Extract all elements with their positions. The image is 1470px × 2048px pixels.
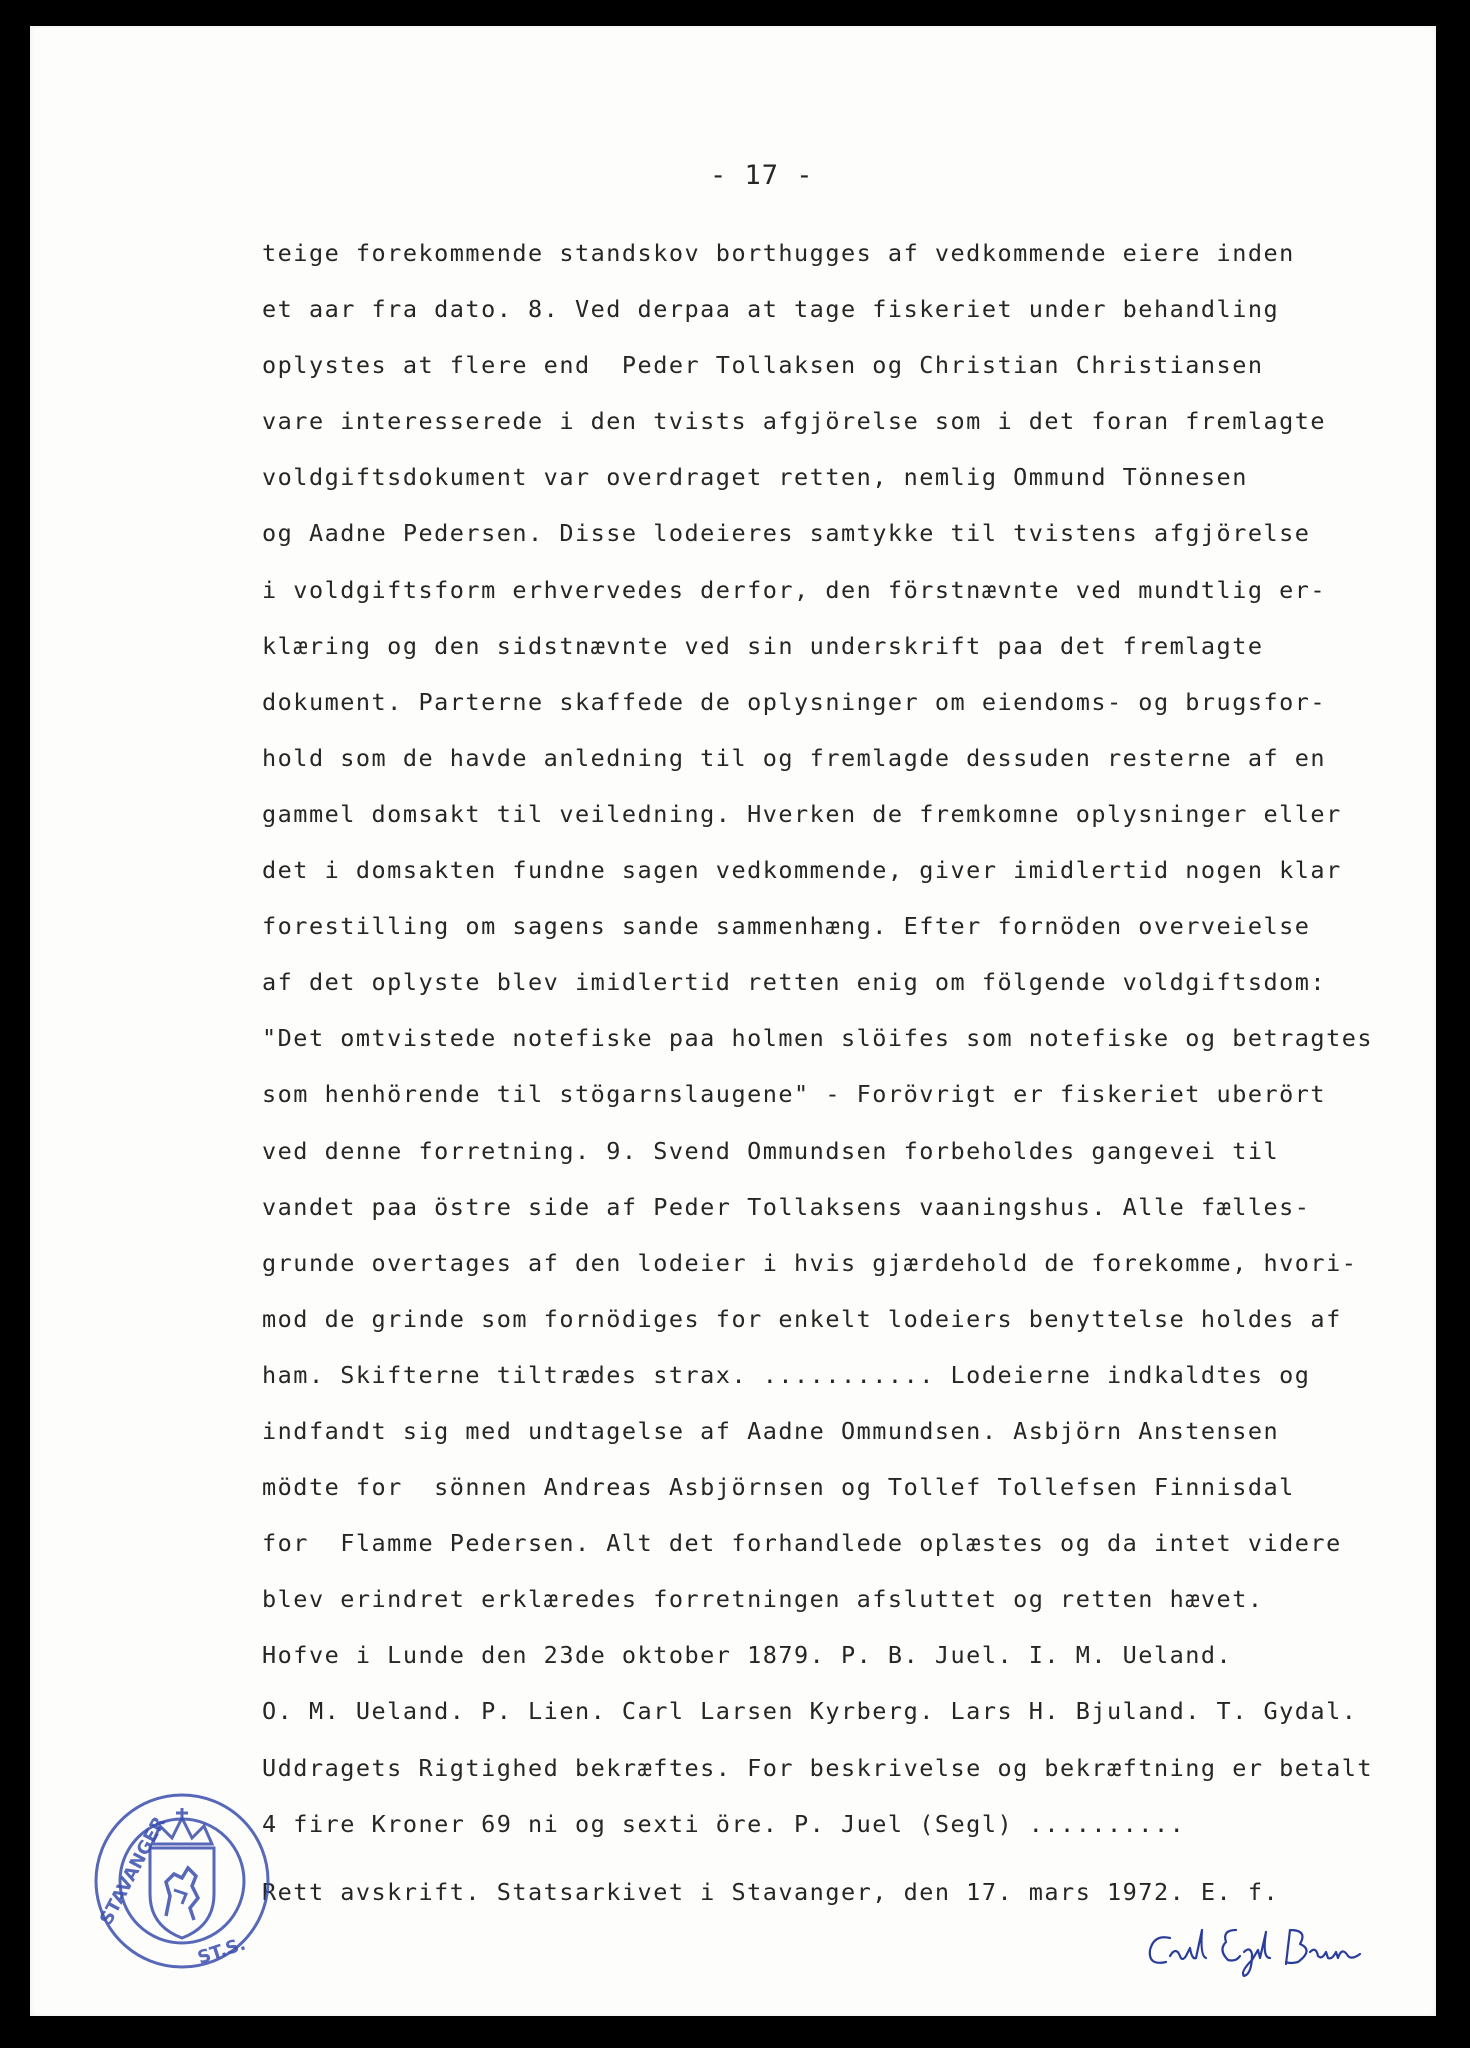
text-line: O. M. Ueland. P. Lien. Carl Larsen Kyrberg. Lars H. Bjuland. T. Gydal.	[262, 1697, 1358, 1726]
svg-text:ST.S.: ST.S.	[195, 1933, 249, 1969]
text-line: og Aadne Pedersen. Disse lodeieres samtykke til tvistens afgjörelse	[262, 519, 1311, 548]
text-line: gammel domsakt til veiledning. Hverken de fremkomne oplysninger eller	[262, 799, 1342, 828]
text-line: mödte for sönnen Andreas Asbjörnsen og Tollef Tollefsen Finnisdal	[262, 1473, 1295, 1502]
text-line: oplystes at flere end Peder Tollaksen og Christian Christiansen	[262, 351, 1264, 380]
text-line: blev erindret erklæredes forretningen afsluttet og retten hævet.	[262, 1585, 1264, 1614]
text-line: af det oplyste blev imidlertid retten enig om fölgende voldgiftsdom:	[262, 968, 1327, 997]
text-line: forestilling om sagens sande sammenhæng. Efter fornöden overveielse	[262, 912, 1311, 941]
archive-stamp	[82, 1786, 282, 1976]
text-line: det i domsakten fundne sagen vedkommende, giver imidlertid nogen klar	[262, 856, 1342, 885]
text-line: Uddragets Rigtighed bekræftes. For beskrivelse og bekræftning er betalt	[262, 1753, 1374, 1782]
document-page	[30, 26, 1436, 2016]
text-line: grunde overtages af den lodeier i hvis gjærdehold de forekomme, hvori-	[262, 1248, 1358, 1277]
text-line: mod de grinde som fornödiges for enkelt lodeiers benyttelse holdes af	[262, 1304, 1342, 1333]
text-line: vandet paa östre side af Peder Tollaksens vaaningshus. Alle fælles-	[262, 1192, 1311, 1221]
text-line: "Det omtvistede notefiske paa holmen slöifes som notefiske og betragtes	[262, 1024, 1374, 1053]
svg-text:STAVANGER: STAVANGER	[95, 1813, 171, 1929]
text-line: et aar fra dato. 8. Ved derpaa at tage fiskeriet under behandling	[262, 295, 1280, 324]
text-line: teige forekommende standskov borthugges af vedkommende eiere inden	[262, 239, 1295, 267]
text-line: ved denne forretning. 9. Svend Ommundsen forbeholdes gangevei til	[262, 1136, 1280, 1165]
text-line: vare interesserede i den tvists afgjörelse som i det foran fremlagte	[262, 407, 1327, 436]
text-line: hold som de havde anledning til og fremlagde dessuden resterne af en	[262, 743, 1327, 772]
text-line: klæring og den sidstnævnte ved sin underskrift paa det fremlagte	[262, 631, 1264, 660]
page-number: - 17 -	[710, 160, 814, 191]
text-line: 4 fire Kroner 69 ni og sexti öre. P. Juel (Segl) ..........	[262, 1809, 1186, 1838]
text-line: i voldgiftsform erhvervedes derfor, den förstnævnte ved mundtlig er-	[262, 575, 1327, 604]
text-line: Hofve i Lunde den 23de oktober 1879. P. B. Juel. I. M. Ueland.	[262, 1641, 1233, 1670]
text-line: ham. Skifterne tiltrædes strax. ........... Lodeierne indkaldtes og	[262, 1360, 1311, 1389]
body-text	[262, 225, 1470, 1852]
text-line: for Flamme Pedersen. Alt det forhandlede oplæstes og da intet videre	[262, 1529, 1342, 1558]
text-line: voldgiftsdokument var overdraget retten, nemlig Ommund Tönnesen	[262, 463, 1248, 492]
text-line: som henhörende til stögarnslaugene" - Forövrigt er fiskeriet uberört	[262, 1080, 1327, 1109]
handwritten-signature	[1140, 1916, 1370, 1986]
certification-line: Rett avskrift. Statsarkivet i Stavanger, den 17. mars 1972. E. f.	[262, 1878, 1280, 1906]
text-line: indfandt sig med undtagelse af Aadne Ommundsen. Asbjörn Anstensen	[262, 1416, 1280, 1445]
text-line: dokument. Parterne skaffede de oplysninger om eiendoms- og brugsfor-	[262, 687, 1327, 716]
